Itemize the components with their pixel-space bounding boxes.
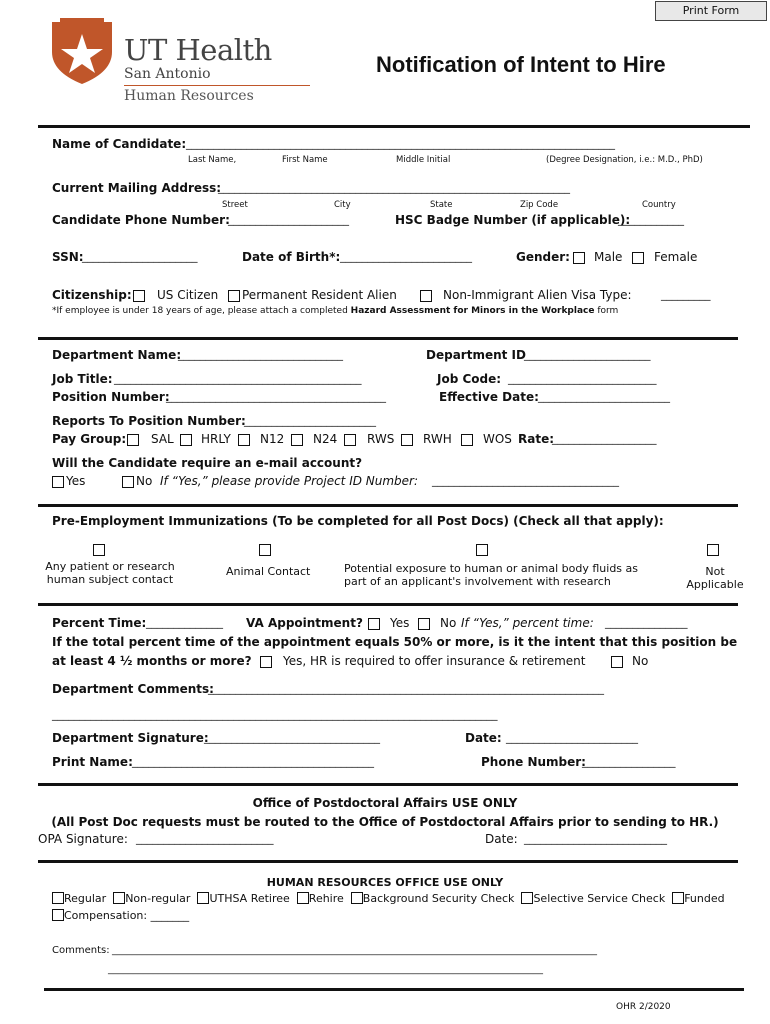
percent-time-label: Percent Time: [52, 616, 147, 630]
hr-rehire-label: Rehire [308, 892, 344, 905]
form-version: OHR 2/2020 [616, 1002, 671, 1012]
divider [38, 603, 738, 606]
email-no-checkbox[interactable] [122, 476, 134, 488]
logo-divider [124, 85, 310, 86]
dept-signature-label: Department Signature: [52, 731, 209, 745]
immunization-fluids-checkbox[interactable] [476, 544, 488, 556]
non-immigrant-checkbox[interactable] [420, 290, 432, 302]
hr-funded-label: Funded [684, 892, 725, 905]
paygroup-n24-checkbox[interactable] [291, 434, 303, 446]
dept-name-field[interactable]: ______________________________ [178, 348, 343, 361]
hr-comments-field-2[interactable]: _______________________________________________________________________________________ [108, 964, 543, 975]
dept-id-label: Department ID [426, 348, 526, 362]
divider [38, 337, 738, 340]
immunization-na-line1: Not [705, 565, 725, 578]
email-no-label: No [136, 474, 153, 488]
logo-title: UT Health [124, 33, 272, 67]
hr-options-row [52, 892, 725, 905]
us-citizen-checkbox[interactable] [133, 290, 145, 302]
badge-field[interactable]: ____________ [618, 213, 684, 226]
phone-field[interactable]: ______________________ [228, 213, 349, 226]
paygroup-wos-label: WOS [483, 432, 512, 446]
sublabel-degree: (Degree Designation, i.e.: M.D., PhD) [546, 155, 703, 165]
female-label: Female [654, 250, 698, 264]
divider [38, 783, 738, 786]
immunization-animal-checkbox[interactable] [259, 544, 271, 556]
hr-nonregular-checkbox[interactable] [113, 892, 125, 904]
hr-compensation-row [52, 909, 189, 922]
immunizations-heading: Pre-Employment Immunizations (To be completed for all Post Docs) (Check all that apply): [52, 514, 664, 528]
perm-resident-label: Permanent Resident Alien [242, 288, 397, 302]
va-appointment-label: VA Appointment? [246, 616, 363, 630]
immunization-na-line2: Applicable [686, 578, 744, 591]
us-citizen-label: US Citizen [157, 288, 219, 302]
minor-note-link: Hazard Assessment for Minors in the Workplace [350, 306, 595, 316]
logo-department: Human Resources [124, 88, 254, 104]
intent-no-checkbox[interactable] [611, 656, 623, 668]
print-form-button[interactable]: Print Form [655, 1, 767, 21]
hr-selective-label: Selective Service Check [533, 892, 666, 905]
address-field[interactable]: ________________________________________________________________ [218, 181, 570, 194]
badge-label: HSC Badge Number (if applicable): [395, 213, 631, 227]
hr-retiree-checkbox[interactable] [197, 892, 209, 904]
hr-regular-label: Regular [64, 892, 107, 905]
effective-date-field[interactable]: ________________________ [538, 390, 670, 403]
dept-comments-field[interactable]: ________________________________________________________________________ [208, 682, 604, 695]
va-yes-label: Yes [390, 616, 410, 630]
paygroup-hrly-label: HRLY [201, 432, 231, 446]
reports-to-field[interactable]: ________________________ [244, 414, 376, 427]
intent-yes-label: Yes, HR is required to offer insurance & retirement [283, 654, 586, 668]
paygroup-hrly-checkbox[interactable] [180, 434, 192, 446]
candidate-name-label: Name of Candidate: [52, 137, 187, 151]
sublabel-state: State [430, 200, 453, 210]
rate-label: Rate: [518, 432, 555, 446]
sublabel-first-name: First Name [282, 155, 328, 165]
immunization-animal-label: Animal Contact [226, 565, 311, 578]
perm-resident-checkbox[interactable] [228, 290, 240, 302]
sublabel-last-name: Last Name, [188, 155, 237, 165]
immunization-patient-line1: Any patient or research [45, 560, 175, 573]
sublabel-country: Country [642, 200, 676, 210]
job-title-field[interactable]: _____________________________________________ [114, 372, 362, 385]
gender-label: Gender: [516, 250, 570, 264]
hr-compensation-field[interactable]: _______ [150, 909, 190, 922]
percent-time-field[interactable]: ______________ [146, 616, 223, 629]
ssn-label: SSN: [52, 250, 84, 264]
paygroup-rwh-label: RWH [423, 432, 452, 446]
address-label: Current Mailing Address: [52, 181, 222, 195]
immunization-fluids-line2: part of an applicant's involvement with research [344, 575, 611, 588]
minor-note-text: *If employee is under 18 years of age, please attach a completed [52, 306, 351, 316]
dob-field[interactable]: ________________________ [340, 250, 472, 263]
divider [44, 988, 744, 991]
va-percent-label: If “Yes,” percent time: [461, 616, 594, 630]
immunization-patient-checkbox[interactable] [93, 544, 105, 556]
divider [38, 125, 750, 128]
paygroup-n24-label: N24 [313, 432, 338, 446]
immunization-na-checkbox[interactable] [707, 544, 719, 556]
hr-background-checkbox[interactable] [351, 892, 363, 904]
minor-note-suffix: form [594, 306, 619, 316]
immunization-fluids-label [344, 562, 638, 588]
hr-funded-checkbox[interactable] [672, 892, 684, 904]
phone-label: Candidate Phone Number: [52, 213, 230, 227]
dept-signature-field[interactable]: ________________________________ [204, 731, 380, 744]
minor-note [52, 306, 618, 316]
hr-heading: HUMAN RESOURCES OFFICE USE ONLY [266, 876, 504, 889]
project-id-field[interactable]: __________________________________ [432, 474, 619, 487]
divider [38, 860, 738, 863]
hr-retiree-label: UTHSA Retiree [209, 892, 290, 905]
immunization-fluids-line1: Potential exposure to human or animal body fluids as [344, 562, 639, 575]
male-label: Male [594, 250, 623, 264]
dept-phone-field[interactable]: _________________ [582, 755, 676, 768]
effective-date-label: Effective Date: [439, 390, 539, 404]
male-checkbox[interactable] [573, 252, 585, 264]
email-yes-label: Yes [66, 474, 86, 488]
dept-comments-label: Department Comments: [52, 682, 214, 696]
candidate-name-field[interactable]: ______________________________________________________________________________ [186, 137, 615, 150]
paygroup-sal-label: SAL [151, 432, 174, 446]
hr-rehire-checkbox[interactable] [297, 892, 309, 904]
sublabel-zip: Zip Code [520, 200, 559, 210]
dept-date-label: Date: [465, 731, 502, 745]
form-title: Notification of Intent to Hire [376, 52, 666, 77]
opa-note: (All Post Doc requests must be routed to the Office of Postdoctoral Affairs prior to sending to HR.) [51, 815, 719, 829]
hr-comments-field[interactable]: _________________________________________________________________________________________________ [112, 945, 597, 956]
paygroup-wos-checkbox[interactable] [461, 434, 473, 446]
intent-no-label: No [632, 654, 649, 668]
rate-field[interactable]: ___________________ [552, 432, 657, 445]
job-code-field[interactable]: ___________________________ [508, 372, 657, 385]
hr-comments-label: Comments: [52, 945, 110, 956]
project-id-label: If “Yes,” please provide Project ID Number: [160, 474, 419, 488]
va-no-checkbox[interactable] [418, 618, 430, 630]
email-yes-checkbox[interactable] [52, 476, 64, 488]
female-checkbox[interactable] [632, 252, 644, 264]
opa-date-label: Date: [485, 832, 518, 846]
shield-star-icon [50, 18, 114, 84]
dept-phone-label: Phone Number: [481, 755, 586, 769]
immunization-patient-label [40, 560, 180, 586]
paygroup-sal-checkbox[interactable] [127, 434, 139, 446]
sublabel-middle-initial: Middle Initial [396, 155, 451, 165]
position-label: Position Number: [52, 390, 170, 404]
va-yes-checkbox[interactable] [368, 618, 380, 630]
email-question: Will the Candidate require an e-mail account? [52, 456, 363, 470]
opa-signature-label: OPA Signature: [38, 832, 128, 846]
va-no-label: No [440, 616, 457, 630]
dept-id-field[interactable]: _______________________ [524, 348, 651, 361]
hr-background-label: Background Security Check [362, 892, 515, 905]
paygroup-n12-checkbox[interactable] [238, 434, 250, 446]
logo-subtitle: San Antonio [124, 66, 211, 82]
dept-date-field[interactable]: ________________________ [506, 731, 638, 744]
hr-regular-checkbox[interactable] [52, 892, 64, 904]
immunization-patient-line2: human subject contact [46, 573, 174, 586]
opa-heading: Office of Postdoctoral Affairs USE ONLY [252, 796, 518, 810]
dept-comments-field-2[interactable]: _________________________________________________________________________________ [52, 708, 498, 721]
paygroup-rws-label: RWS [367, 432, 395, 446]
sublabel-street: Street [222, 200, 248, 210]
va-percent-field[interactable]: _______________ [605, 616, 688, 629]
dob-label: Date of Birth*: [242, 250, 341, 264]
position-field[interactable]: ________________________________________ [166, 390, 386, 403]
paygroup-n12-label: N12 [260, 432, 285, 446]
visa-type-field[interactable]: _________ [661, 288, 711, 301]
print-name-field[interactable]: ____________________________________________ [132, 755, 374, 768]
dept-name-label: Department Name: [52, 348, 182, 362]
job-title-label: Job Title: [52, 372, 113, 386]
reports-to-label: Reports To Position Number: [52, 414, 246, 428]
job-code-label: Job Code: [437, 372, 502, 386]
paygroup-rwh-checkbox[interactable] [401, 434, 413, 446]
print-name-label: Print Name: [52, 755, 133, 769]
opa-signature-field[interactable]: _________________________ [136, 832, 274, 845]
intent-question-line2: at least 4 ½ months or more? [52, 654, 252, 668]
hr-compensation-label: Compensation: [64, 909, 148, 922]
intent-question-line1: If the total percent time of the appointment equals 50% or more, is it the intent that this position be [52, 635, 738, 649]
paygroup-rws-checkbox[interactable] [344, 434, 356, 446]
ssn-field[interactable]: _____________________ [82, 250, 198, 263]
hr-compensation-checkbox[interactable] [52, 909, 64, 921]
intent-yes-checkbox[interactable] [260, 656, 272, 668]
sublabel-city: City [334, 200, 351, 210]
hr-selective-checkbox[interactable] [521, 892, 533, 904]
opa-date-field[interactable]: __________________________ [524, 832, 667, 845]
citizenship-label: Citizenship: [52, 288, 132, 302]
non-immigrant-label: Non-Immigrant Alien Visa Type: [443, 288, 632, 302]
hr-nonregular-label: Non-regular [125, 892, 191, 905]
immunization-na-label [680, 565, 750, 591]
divider [38, 504, 738, 507]
pay-group-label: Pay Group: [52, 432, 127, 446]
